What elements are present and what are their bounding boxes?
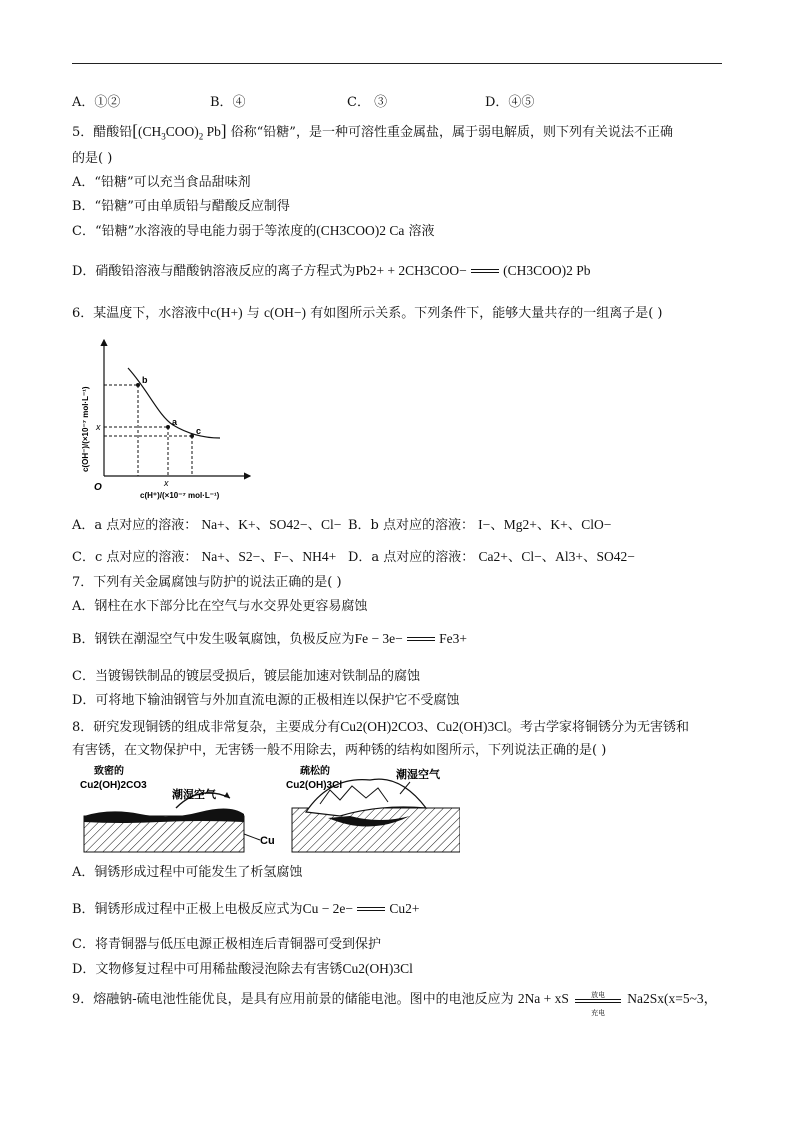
q9-stem: 9．熔融钠-硫电池性能优良，是具有应用前景的储能电池。图中的电池反应为 2Na + xS 放电 充电 Na2Sx(x=5~3， bbox=[72, 990, 718, 1017]
equals-sign bbox=[357, 905, 385, 915]
q5-stem-line2: 的是( ) bbox=[72, 151, 113, 166]
q5-option-d[interactable]: D．硝酸铅溶液与醋酸钠溶液反应的离子方程式为Pb2+ + 2CH3COO− (CH3COO)2 Pb bbox=[72, 263, 591, 279]
fig-right-air: 潮湿空气 bbox=[396, 769, 440, 781]
point-label-b: b bbox=[142, 375, 148, 385]
q6-y-tick: x bbox=[96, 422, 101, 432]
point-label-a: a bbox=[172, 417, 178, 427]
point-b bbox=[136, 383, 140, 387]
q5-option-c[interactable]: C．“铅糖”水溶液的导电能力弱于等浓度的(CH3COO)2 Ca 溶液 bbox=[72, 223, 435, 239]
q6-stem: 6．某温度下，水溶液中c(H+) 与 c(OH−) 有如图所示关系。下列条件下，能够大量共存的一组离子是( ) bbox=[72, 305, 663, 321]
fig-cu-label: Cu bbox=[260, 835, 275, 847]
q5-c-formula: (CH3COO)2 Ca bbox=[316, 223, 405, 238]
q7-option-d[interactable]: D．可将地下输油钢管与外加直流电源的正极相连以保护它不受腐蚀 bbox=[72, 693, 460, 708]
q4-option-c[interactable]: C． ③ bbox=[347, 95, 388, 110]
q8-option-c[interactable]: C．将青铜器与低压电源正极相连后青铜器可受到保护 bbox=[72, 937, 381, 952]
q5-d-rhs: (CH3COO)2 Pb bbox=[503, 263, 591, 278]
q6-origin-label: O bbox=[94, 482, 102, 493]
q7-stem: 7．下列有关金属腐蚀与防护的说法正确的是( ) bbox=[72, 575, 342, 590]
q8-option-a[interactable]: A．铜锈形成过程中可能发生了析氢腐蚀 bbox=[72, 865, 303, 880]
copper-base-right bbox=[292, 808, 460, 852]
q4-option-d[interactable]: D．④⑤ bbox=[485, 95, 535, 110]
q6-x-tick: x bbox=[164, 478, 169, 488]
q6-option-a[interactable]: A．a 点对应的溶液： Na+、K+、SO42−、Cl− bbox=[72, 517, 342, 533]
fig-left-air: 潮湿空气 bbox=[172, 789, 216, 801]
fig-left-label-2: Cu2(OH)2CO3 bbox=[80, 780, 147, 791]
q5-option-b[interactable]: B．“铅糖”可由单质铅与醋酸反应制得 bbox=[72, 199, 290, 214]
q7-option-b[interactable]: B．钢铁在潮湿空气中发生吸氧腐蚀，负极反应为Fe − 3e− Fe3+ bbox=[72, 631, 467, 647]
q6-x-axis-label: c(H⁺)/(×10⁻⁷ mol·L⁻¹) bbox=[140, 491, 220, 500]
q5-option-a[interactable]: A．“铅糖”可以充当食品甜味剂 bbox=[72, 175, 251, 190]
q6-y-axis-label: c(OH⁻)/(×10⁻⁷ mol·L⁻¹) bbox=[81, 386, 90, 472]
q8-option-b[interactable]: B．铜锈形成过程中正极上电极反应式为Cu − 2e− Cu2+ bbox=[72, 901, 420, 917]
point-a bbox=[166, 425, 170, 429]
header-rule bbox=[72, 63, 722, 64]
point-label-c: c bbox=[196, 426, 202, 436]
fig-right-label-2: Cu2(OH)3Cl bbox=[286, 780, 343, 791]
q8-stem-line1: 8．研究发现铜锈的组成非常复杂，主要成分有Cu2(OH)2CO3、Cu2(OH)3Cl。考古学家将铜锈分为无害锈和 bbox=[72, 719, 690, 735]
q6-option-d[interactable]: D．a 点对应的溶液： Ca2+、Cl−、Al3+、SO42− bbox=[348, 549, 635, 565]
q8-option-d[interactable]: D．文物修复过程中可用稀盐酸浸泡除去有害锈Cu2(OH)3Cl bbox=[72, 961, 413, 977]
point-c bbox=[190, 434, 194, 438]
q6-graph bbox=[78, 330, 258, 510]
equals-sign bbox=[407, 635, 435, 645]
q7-option-a[interactable]: A．钢柱在水下部分比在空气与水交界处更容易腐蚀 bbox=[72, 599, 368, 614]
q8-rust-figure bbox=[80, 764, 460, 856]
q6-option-b[interactable]: B．b 点对应的溶液： I−、Mg2+、K+、ClO− bbox=[348, 517, 612, 533]
q4-option-b[interactable]: B．④ bbox=[210, 95, 246, 110]
q4-option-a[interactable]: A．①② bbox=[72, 95, 121, 110]
q8-stem-line2: 有害锈，在文物保护中，无害锈一般不用除去，两种锈的结构如图所示，下列说法正确的是( ) bbox=[72, 743, 607, 758]
q7-option-c[interactable]: C．当镀锡铁制品的镀层受损后，镀层能加速对铁制品的腐蚀 bbox=[72, 669, 420, 684]
equals-sign bbox=[471, 267, 499, 277]
q6-option-c[interactable]: C．c 点对应的溶液： Na+、S2−、F−、NH4+ bbox=[72, 549, 337, 565]
fig-right-label-1: 疏松的 bbox=[300, 766, 330, 777]
fig-left-label-1: 致密的 bbox=[94, 766, 124, 777]
q5-stem-line1: 5．醋酸铅[$(CH_3COO)_2$ Pb] 俗称“铅糖”，是一种可溶性重金属盐，属于弱电解质，则下列有关说法不正确 bbox=[72, 121, 673, 142]
reversible-arrow: 放电 充电 bbox=[573, 991, 623, 1009]
q5-d-lhs: Pb2+ + 2CH3COO− bbox=[355, 263, 467, 278]
